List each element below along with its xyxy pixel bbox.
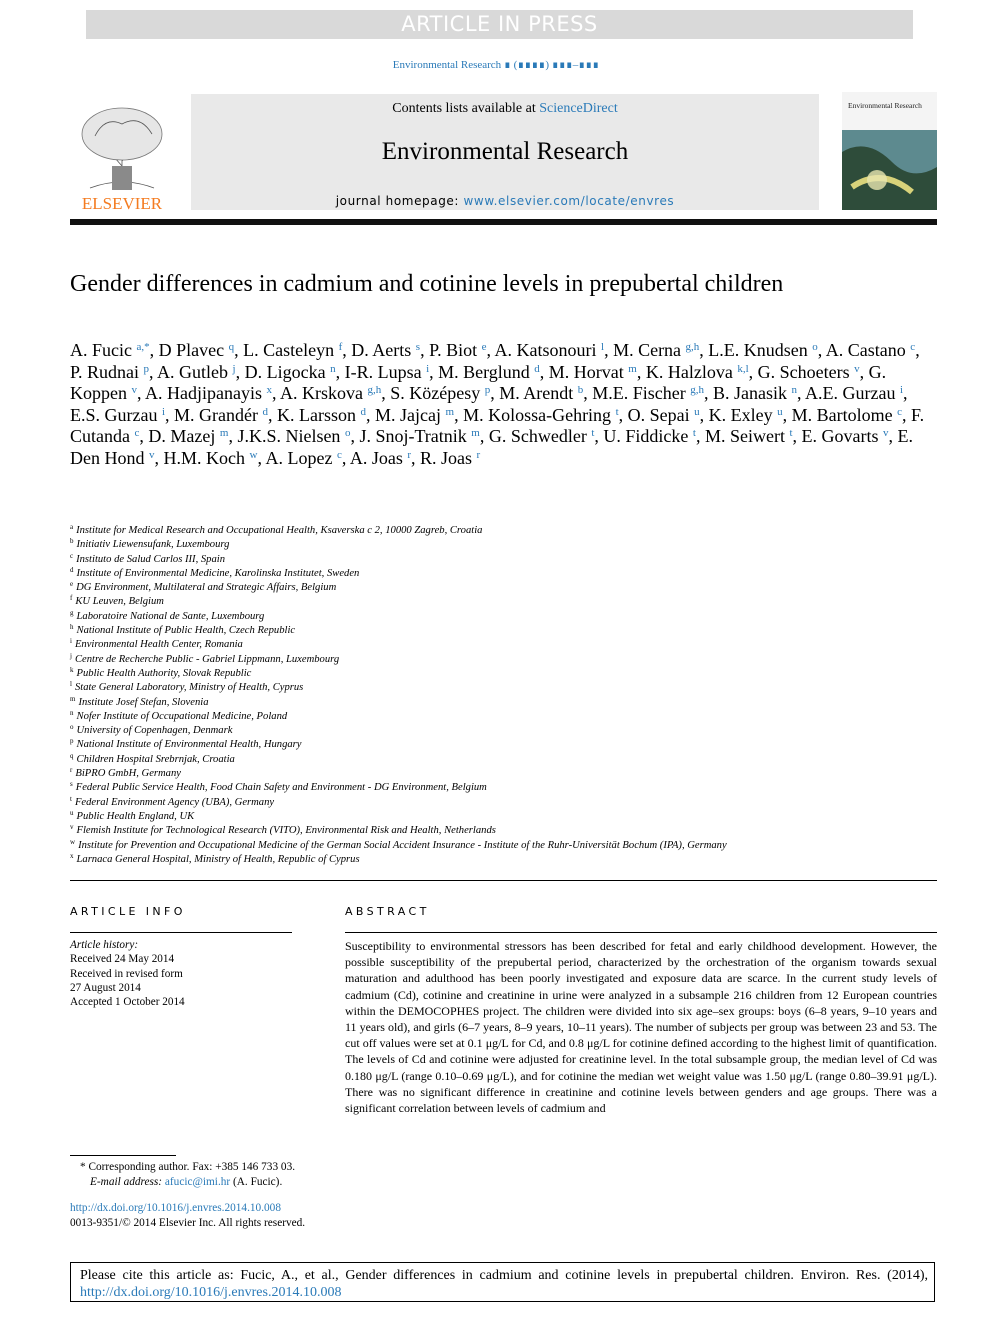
author-affiliation-marker[interactable]: i xyxy=(899,384,904,397)
affiliation-item xyxy=(70,824,930,838)
author-name[interactable]: A. Hadjipanayis xyxy=(145,383,262,404)
affiliation-item xyxy=(70,638,930,652)
author-affiliation-marker[interactable]: w xyxy=(249,448,258,461)
author-name[interactable]: M. Jajcaj xyxy=(375,404,442,425)
author-affiliation-marker[interactable]: n xyxy=(330,362,336,375)
author-name[interactable]: A.E. Gurzau xyxy=(805,383,896,404)
homepage-link[interactable]: www.elsevier.com/locate/envres xyxy=(463,194,675,208)
author-affiliation-marker[interactable]: b xyxy=(577,384,584,397)
revised-date: 27 August 2014 xyxy=(70,981,141,994)
author-name[interactable]: K. Halzlova xyxy=(645,361,733,382)
affiliation-item xyxy=(70,753,930,767)
journal-name: Environmental Research xyxy=(381,138,629,165)
author-name[interactable]: J.K.S. Nielsen xyxy=(237,426,341,447)
author-affiliation-marker[interactable]: j xyxy=(232,362,236,375)
affiliation-text: National Institute of Public Health, Czech Republic xyxy=(76,625,296,637)
author-affiliation-marker[interactable]: c xyxy=(910,341,916,353)
author-name[interactable]: M. Grandér xyxy=(174,404,259,425)
author-name[interactable]: D Plavec xyxy=(158,340,225,360)
author-name[interactable]: A. Castano xyxy=(825,340,906,360)
doi-link[interactable]: http://dx.doi.org/10.1016/j.envres.2014.10.008 xyxy=(70,1202,281,1214)
author-affiliation-marker[interactable]: m xyxy=(219,427,229,440)
received-date: Received 24 May 2014 xyxy=(70,953,175,966)
affiliation-key: o xyxy=(70,723,74,732)
affiliation-item xyxy=(70,724,930,738)
author-affiliation-marker[interactable]: s xyxy=(415,341,421,353)
author-name[interactable]: M. Bartolome xyxy=(791,404,893,425)
affiliation-item xyxy=(70,581,930,595)
author-affiliation-marker[interactable]: c xyxy=(336,448,342,461)
affiliation-item xyxy=(70,610,930,624)
author-affiliation-marker[interactable]: l xyxy=(601,341,605,353)
corresponding-footnote xyxy=(70,1160,370,1189)
author-affiliation-marker[interactable]: a,* xyxy=(136,341,150,353)
author-name[interactable]: M. Seiwert xyxy=(704,426,785,447)
article-title: Gender differences in cadmium and cotinine levels in prepubertal children xyxy=(70,271,784,297)
author-affiliation-marker[interactable]: e xyxy=(481,341,487,353)
affiliation-text: Instituto de Salud Carlos III, Spain xyxy=(76,553,226,565)
email-suffix: (A. Fucic). xyxy=(230,1175,283,1188)
author-list: A. Fucic $^{a,*}$, D Plavec $^q$, L. Casteleyn $^f$, D. Aerts $^s$, P. Biot $^e$, A. Katsonouri $^l$, M. Cerna $^{g,h}$, L.E. Knudsen $^o$, A. Castano $^c$, P. Rudnai $^p$, A. Gutleb $^j$, D. Ligocka $^n$, I-R. Lupsa $^i$, M. Berglund $^d$, M. Horvat $^m$, K. Halzlova $^{k,l}$, G. Schoeters $^v$, G. Koppen $^v$, A. Hadjipanayis $^x$, A. Krskova $^{g,h}$, S. Középesy $^p$, M. Arendt $^b$, M.E. Fischer $^{g,h}$, B. Janasik $^n$, A.E. Gurzau $^i$, E.S. Gurzau $^i$, M. Grandér $^d$, K. Larsson $^d$, M. Jajcaj $^m$, M. Kolossa-Gehring $^t$, O. Sepai $^u$, K. Exley $^u$, M. Bartolome $^c$, F. Cutanda $^c$, D. Mazej $^m$, J.K.S. Nielsen $^o$, J. Snoj-Tratnik $^m$, G. Schwedler $^t$, U. Fiddicke $^t$, M. Seiwert $^t$, E. Govarts $^v$, E. Den Hond $^v$, H.M. Koch $^w$, A. Lopez $^c$, A. Joas $^r$, R. Joas $^r$ xyxy=(70,340,925,468)
author-name[interactable]: G. Koppen xyxy=(70,361,887,404)
elsevier-tree-logo[interactable] xyxy=(70,96,174,214)
affiliation-text: Federal Public Service Health, Food Chain Safety and Environment - DG Environment, Belgium xyxy=(75,782,487,794)
author-affiliation-marker[interactable]: o xyxy=(812,341,818,353)
author-name[interactable]: D. Mazej xyxy=(148,426,216,447)
abstract-heading: ABSTRACT xyxy=(345,905,430,918)
author-name[interactable]: D. Aerts xyxy=(351,340,412,360)
author-affiliation-marker[interactable]: q xyxy=(228,341,235,353)
affiliation-item xyxy=(70,553,930,567)
author-name[interactable]: A. Katsonouri xyxy=(494,340,597,360)
author-affiliation-marker[interactable]: p xyxy=(484,384,491,397)
author-name[interactable]: M. Berglund xyxy=(438,361,530,382)
author-name[interactable]: B. Janasik xyxy=(713,383,787,404)
author-name[interactable]: D. Ligocka xyxy=(244,361,326,382)
author-affiliation-marker[interactable]: t xyxy=(692,427,696,440)
author-name[interactable]: P. Biot xyxy=(429,340,478,360)
affiliation-item xyxy=(70,524,930,538)
affiliation-key: k xyxy=(70,665,74,674)
journal-reference[interactable]: Environmental Research ∎ (∎∎∎∎) ∎∎∎–∎∎∎ xyxy=(392,59,600,71)
affiliation-item xyxy=(70,710,930,724)
affiliation-text: BiPRO GmbH, Germany xyxy=(75,768,181,780)
author-name[interactable]: U. Fiddicke xyxy=(603,426,689,447)
author-affiliation-marker[interactable]: k,l xyxy=(737,362,749,375)
author-name[interactable]: A. Joas xyxy=(349,447,403,468)
email-link[interactable]: afucic@imi.hr xyxy=(164,1175,231,1188)
homepage-line xyxy=(191,194,819,208)
author-name[interactable]: M. Horvat xyxy=(548,361,624,382)
author-name[interactable]: K. Exley xyxy=(708,404,773,425)
affiliation-text: Federal Environment Agency (UBA), Germany xyxy=(74,796,275,808)
author-name[interactable]: L. Casteleyn xyxy=(243,340,335,360)
journal-cover-thumbnail[interactable] xyxy=(842,92,937,210)
author-name[interactable]: I-R. Lupsa xyxy=(344,361,422,382)
affiliation-item xyxy=(70,796,930,810)
affiliation-item xyxy=(70,810,930,824)
author-name[interactable]: O. Sepai xyxy=(627,404,690,425)
abstract-rule xyxy=(345,932,937,933)
history-label: Article history: xyxy=(70,939,139,951)
affiliation-text: Centre de Recherche Public - Gabriel Lippmann, Luxembourg xyxy=(74,653,340,665)
affiliation-item xyxy=(70,781,930,795)
affiliation-text: National Institute of Environmental Health, Hungary xyxy=(76,739,302,751)
affiliation-key: g xyxy=(70,608,74,617)
affiliation-text: Children Hospital Srebrnjak, Croatia xyxy=(76,753,235,765)
affiliation-item xyxy=(70,567,930,581)
affiliation-text: Institute Josef Stefan, Slovenia xyxy=(78,696,209,708)
affiliation-key: h xyxy=(70,623,74,632)
affiliation-text: Laboratoire National de Sante, Luxembourg xyxy=(76,610,265,622)
author-name[interactable]: R. Joas xyxy=(420,447,473,468)
affiliation-key: d xyxy=(70,565,74,574)
author-affiliation-marker[interactable]: x xyxy=(266,384,272,397)
abstract-text: Susceptibility to environmental stressors has been described for fetal and early childhood development. However, the possible susceptibility of the prepubertal period, characterized by the orchestration of the organism towards sexual maturation and adulthood has been poorly investigated and exposure data are scarce. In the current study levels of cadmium (Cd), cotinine and creatinine in urine were analyzed in a subsample 216 children from 12 European countries within the DEMOCOPHES project. The children were divided into six age–sex groups: boys (6–8 years, 9–10 years and 11 years old), and girls (6–7 years, 8–9 years, 10–11 years). The number of subjects per group was between 23 and 53. The cut off values were set at 0.1 μg/L for Cd, and 0.8 μg/L for cotinine defined according to the highest limit of quantification. The levels of Cd and cotinine were adjusted for creatinine level. In the total subsample group, the median level of Cd was 0.180 μg/L (range 0.10–0.69 μg/L), and for cotinine the median wet weight value was 1.50 μg/L (range 0.80–39.91 μg/L). There was no significant difference in creatinine and cotinine levels between genders and age groups. There was a significant correlation between levels of cadmium and xyxy=(345,939,937,1116)
affiliation-key: m xyxy=(70,694,76,703)
affiliation-key: p xyxy=(70,737,74,746)
affiliation-text: Public Health Authority, Slovak Republic xyxy=(76,667,252,679)
elsevier-wordmark: ELSEVIER xyxy=(81,194,163,213)
affiliation-text: Institute for Medical Research and Occupational Health, Ksaverska c 2, 10000 Zagreb, Croatia xyxy=(76,525,483,536)
author-affiliation-marker[interactable]: t xyxy=(789,427,793,440)
author-name[interactable]: M. Cerna xyxy=(613,340,682,360)
affiliation-item xyxy=(70,595,930,609)
author-affiliation-marker[interactable]: t xyxy=(591,427,595,440)
article-info-rule xyxy=(70,932,292,933)
affiliation-key: i xyxy=(70,637,72,646)
affiliation-key: c xyxy=(70,551,74,560)
author-affiliation-marker[interactable]: u xyxy=(694,405,700,418)
affiliation-key: u xyxy=(70,808,74,817)
affiliation-text: Public Health England, UK xyxy=(76,810,195,822)
affiliation-key: r xyxy=(70,766,73,775)
affiliation-item xyxy=(70,738,930,752)
author-affiliation-marker[interactable]: m xyxy=(628,362,637,375)
contents-prefix: Contents lists available at xyxy=(392,101,540,116)
author-name[interactable]: J. Snoj-Tratnik xyxy=(359,426,467,447)
author-affiliation-marker[interactable]: u xyxy=(777,405,783,418)
affiliation-item xyxy=(70,653,930,667)
affiliation-key: e xyxy=(70,580,74,589)
author-name[interactable]: L.E. Knudsen xyxy=(708,340,808,360)
affiliation-item xyxy=(70,681,930,695)
author-affiliation-marker[interactable]: v xyxy=(883,427,889,440)
section-rule xyxy=(70,880,937,881)
author-affiliation-marker[interactable]: r xyxy=(476,448,481,461)
author-affiliation-marker[interactable]: i xyxy=(161,405,166,418)
author-name[interactable]: F. Cutanda xyxy=(70,404,925,447)
affiliation-text: Institute of Environmental Medicine, Karolinska Institutet, Sweden xyxy=(76,567,360,579)
revised-label: Received in revised form xyxy=(70,967,183,980)
author-name[interactable]: K. Larsson xyxy=(277,404,357,425)
affiliation-key: q xyxy=(70,751,74,760)
author-affiliation-marker[interactable]: n xyxy=(791,384,797,397)
affiliation-text: KU Leuven, Belgium xyxy=(75,596,164,608)
affiliation-item xyxy=(70,624,930,638)
affiliation-key: f xyxy=(70,594,73,603)
affiliation-key: a xyxy=(70,523,74,531)
affiliation-text: Nofer Institute of Occupational Medicine, Poland xyxy=(76,710,288,722)
citation-doi-link[interactable]: http://dx.doi.org/10.1016/j.envres.2014.10.008 xyxy=(80,1285,342,1300)
author-affiliation-marker[interactable]: v xyxy=(149,448,155,461)
affiliation-text: Initiativ Liewensufank, Luxembourg xyxy=(76,539,230,551)
footnote-rule xyxy=(70,1155,176,1156)
affiliation-item xyxy=(70,538,930,552)
author-affiliation-marker[interactable]: m xyxy=(471,427,480,440)
author-name[interactable]: A. Gutleb xyxy=(157,361,229,382)
affiliation-key: l xyxy=(70,680,72,689)
affiliation-text: Larnaca General Hospital, Ministry of Health, Republic of Cyprus xyxy=(76,853,360,865)
affiliation-item xyxy=(70,839,930,853)
author-name[interactable]: E.S. Gurzau xyxy=(70,404,158,425)
corresponding-author: * Corresponding author. Fax: +385 146 733 03. xyxy=(80,1161,296,1173)
author-name[interactable]: A. Krskova xyxy=(280,383,364,404)
doi-block xyxy=(70,1201,390,1231)
author-affiliation-marker[interactable]: i xyxy=(426,362,430,375)
author-affiliation-marker[interactable]: o xyxy=(344,427,351,440)
affiliation-key: n xyxy=(70,708,74,717)
author-name[interactable]: P. Rudnai xyxy=(70,361,140,382)
author-name[interactable]: M.E. Fischer xyxy=(592,383,686,404)
author-name[interactable]: M. Kolossa-Gehring xyxy=(463,404,612,425)
cover-title: Environmental Research xyxy=(848,101,922,110)
affiliation-item xyxy=(70,853,930,867)
header-rule xyxy=(70,219,937,225)
affiliation-text: DG Environment, Multilateral and Strategic Affairs, Belgium xyxy=(76,582,337,594)
author-name[interactable]: E. Den Hond xyxy=(70,426,914,468)
affiliation-list xyxy=(70,524,930,867)
article-info-heading: ARTICLE INFO xyxy=(70,905,186,918)
affiliation-key: t xyxy=(70,794,72,803)
author-affiliation-marker[interactable]: v xyxy=(854,362,860,375)
article-history xyxy=(70,938,300,1009)
affiliation-key: b xyxy=(70,537,74,546)
author-name[interactable]: S. Középesy xyxy=(390,383,481,404)
email-label: E-mail address: xyxy=(90,1175,165,1188)
citation-text: Please cite this article as: Fucic, A., et al., Gender differences in cadmium and cotinine levels in prepubertal children. Environ. Res. (2014), xyxy=(80,1268,928,1283)
author-affiliation-marker[interactable]: c xyxy=(897,405,902,418)
affiliation-text: Institute for Prevention and Occupational Medicine of the German Social Accident Insurance - Institute of the Ruhr-Universität Bochum (IPA), Germany xyxy=(78,839,727,851)
accepted-date: Accepted 1 October 2014 xyxy=(70,996,185,1009)
affiliation-text: University of Copenhagen, Denmark xyxy=(76,725,233,737)
sciencedirect-link[interactable]: ScienceDirect xyxy=(539,101,618,116)
affiliation-key: s xyxy=(70,780,73,789)
citation-box xyxy=(70,1262,935,1302)
author-affiliation-marker[interactable]: d xyxy=(262,405,269,418)
affiliation-item xyxy=(70,767,930,781)
affiliation-item xyxy=(70,696,930,710)
author-affiliation-marker[interactable]: m xyxy=(445,405,455,418)
affiliation-key: v xyxy=(70,823,74,832)
affiliation-text: Flemish Institute for Technological Research (VITO), Environmental Risk and Health, Netherlands xyxy=(76,825,496,837)
author-affiliation-marker[interactable]: t xyxy=(615,405,619,418)
homepage-prefix: journal homepage: xyxy=(335,194,464,208)
author-name[interactable]: M. Arendt xyxy=(499,383,574,404)
author-affiliation-marker[interactable]: d xyxy=(534,362,540,375)
author-affiliation-marker[interactable]: g,h xyxy=(685,341,700,353)
affiliation-item xyxy=(70,667,930,681)
author-affiliation-marker[interactable]: f xyxy=(338,341,343,353)
article-in-press-banner: ARTICLE IN PRESS xyxy=(86,10,913,39)
affiliation-key: x xyxy=(70,851,74,860)
author-name[interactable]: A. Lopez xyxy=(265,447,333,468)
author-affiliation-marker[interactable]: g,h xyxy=(367,384,382,397)
author-affiliation-marker[interactable]: r xyxy=(407,448,412,461)
author-name[interactable]: G. Schoeters xyxy=(757,361,850,382)
author-name[interactable]: G. Schwedler xyxy=(488,426,587,447)
author-name[interactable]: E. Govarts xyxy=(801,426,879,447)
author-name[interactable]: A. Fucic xyxy=(70,340,132,360)
affiliation-text: State General Laboratory, Ministry of Health, Cyprus xyxy=(74,682,304,694)
author-name[interactable]: H.M. Koch xyxy=(163,447,245,468)
author-affiliation-marker[interactable]: g,h xyxy=(690,384,704,397)
author-affiliation-marker[interactable]: p xyxy=(143,362,150,375)
copyright-line: 0013-9351/© 2014 Elsevier Inc. All rights reserved. xyxy=(70,1217,306,1229)
author-affiliation-marker[interactable]: v xyxy=(131,384,137,397)
author-affiliation-marker[interactable]: c xyxy=(134,427,140,440)
affiliation-key: j xyxy=(70,651,72,660)
author-affiliation-marker[interactable]: d xyxy=(360,405,367,418)
affiliation-key: w xyxy=(70,837,76,846)
contents-line xyxy=(191,101,819,117)
affiliation-text: Environmental Health Center, Romania xyxy=(74,639,243,651)
